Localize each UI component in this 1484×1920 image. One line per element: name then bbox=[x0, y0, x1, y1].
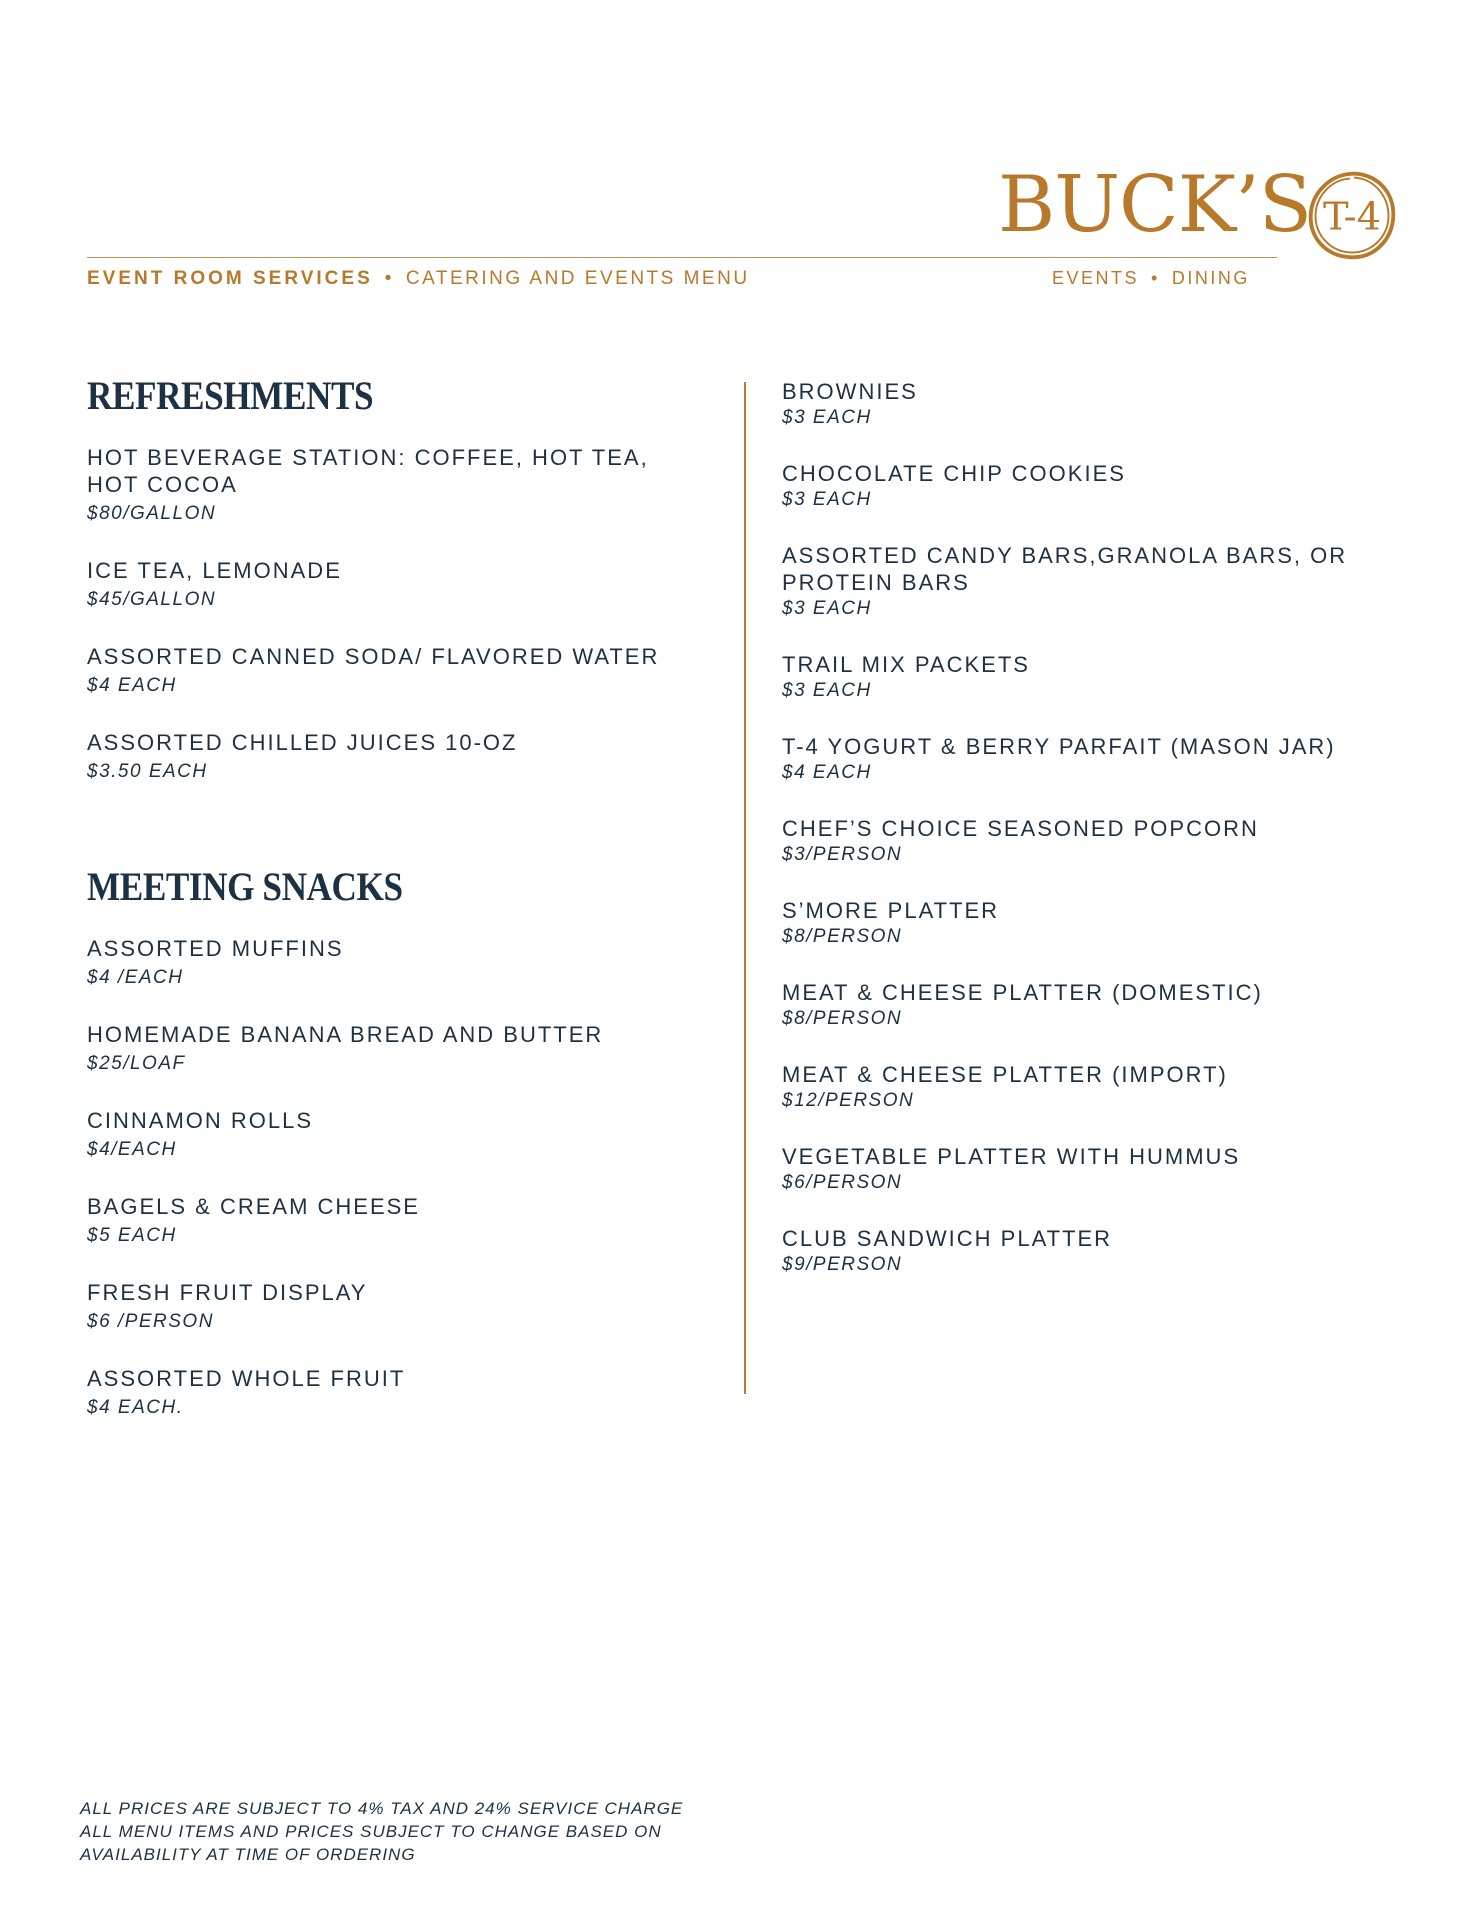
tagline-events: EVENTS bbox=[1052, 268, 1140, 288]
menu-column-right bbox=[782, 378, 1422, 1307]
menu-item bbox=[87, 1107, 687, 1163]
item-name: ICE TEA, LEMONADE bbox=[87, 558, 342, 583]
column-divider bbox=[744, 382, 746, 1394]
item-price: $4 /EACH bbox=[87, 967, 184, 988]
item-name: CLUB SANDWICH PLATTER bbox=[782, 1226, 1113, 1251]
menu-label: CATERING AND EVENTS MENU bbox=[405, 268, 750, 289]
menu-column-left bbox=[87, 373, 687, 1451]
item-name: HOT BEVERAGE STATION: COFFEE, HOT TEA, HOT COCOA bbox=[87, 445, 649, 497]
item-name: MEAT & CHEESE PLATTER (IMPORT) bbox=[782, 1062, 1228, 1087]
item-price: $3 EACH bbox=[782, 680, 872, 701]
brand-tagline bbox=[1052, 268, 1250, 289]
item-name: ASSORTED MUFFINS bbox=[87, 936, 344, 961]
item-name: T-4 YOGURT & BERRY PARFAIT (MASON JAR) bbox=[782, 734, 1336, 759]
menu-item bbox=[782, 733, 1422, 786]
item-name: ASSORTED CHILLED JUICES 10-OZ bbox=[87, 730, 518, 755]
menu-item bbox=[782, 1061, 1422, 1114]
item-price: $8/PERSON bbox=[782, 926, 903, 947]
menu-item bbox=[87, 729, 687, 785]
item-price: $25/LOAF bbox=[87, 1053, 186, 1074]
tagline-dining: DINING bbox=[1171, 268, 1250, 288]
brand-seal-logo bbox=[1304, 168, 1400, 264]
item-name: HOMEMADE BANANA BREAD AND BUTTER bbox=[87, 1022, 604, 1047]
menu-item bbox=[782, 979, 1422, 1032]
menu-item bbox=[782, 1225, 1422, 1278]
item-price: $3 EACH bbox=[782, 489, 872, 510]
item-name: FRESH FRUIT DISPLAY bbox=[87, 1280, 368, 1305]
item-price: $45/GALLON bbox=[87, 589, 217, 610]
item-price: $80/GALLON bbox=[87, 503, 217, 524]
menu-item bbox=[87, 643, 687, 699]
section-title-refreshments: REFRESHMENTS bbox=[87, 373, 374, 418]
header-breadcrumb bbox=[87, 268, 750, 290]
item-price: $4 EACH. bbox=[87, 1397, 184, 1418]
menu-item bbox=[782, 542, 1422, 622]
header-rule bbox=[87, 257, 1277, 258]
item-price: $3.50 EACH bbox=[87, 761, 208, 782]
menu-item bbox=[87, 1365, 687, 1421]
item-price: $3/PERSON bbox=[782, 844, 903, 865]
section-title-meeting-snacks: MEETING SNACKS bbox=[87, 864, 403, 909]
item-name: BROWNIES bbox=[782, 379, 918, 404]
item-name: VEGETABLE PLATTER WITH HUMMUS bbox=[782, 1144, 1241, 1169]
item-name: S’MORE PLATTER bbox=[782, 898, 1000, 923]
item-price: $6/PERSON bbox=[782, 1172, 903, 1193]
item-price: $8/PERSON bbox=[782, 1008, 903, 1029]
menu-item bbox=[782, 1143, 1422, 1196]
menu-item bbox=[87, 1021, 687, 1077]
menu-item bbox=[782, 897, 1422, 950]
brand-logo-text: BUCK’S bbox=[998, 160, 1312, 250]
item-name: MEAT & CHEESE PLATTER (DOMESTIC) bbox=[782, 980, 1263, 1005]
tagline-dot: • bbox=[1151, 268, 1160, 288]
item-price: $3 EACH bbox=[782, 598, 872, 619]
item-name: ASSORTED CANDY BARS,GRANOLA BARS, OR PROTEIN BARS bbox=[782, 543, 1348, 595]
item-name: CHOCOLATE CHIP COOKIES bbox=[782, 461, 1126, 486]
item-price: $5 EACH bbox=[87, 1225, 177, 1246]
item-name: BAGELS & CREAM CHEESE bbox=[87, 1194, 420, 1219]
item-name: ASSORTED WHOLE FRUIT bbox=[87, 1366, 406, 1391]
separator-dot: • bbox=[384, 268, 394, 289]
menu-item bbox=[782, 651, 1422, 704]
menu-item bbox=[782, 378, 1422, 431]
menu-item bbox=[87, 1279, 687, 1335]
menu-item bbox=[782, 815, 1422, 868]
item-price: $4/EACH bbox=[87, 1139, 177, 1160]
service-label: EVENT ROOM SERVICES bbox=[87, 268, 373, 289]
menu-item bbox=[87, 557, 687, 613]
item-price: $4 EACH bbox=[87, 675, 177, 696]
item-price: $9/PERSON bbox=[782, 1254, 903, 1275]
seal-text: T-4 bbox=[1322, 194, 1382, 240]
item-name: ASSORTED CANNED SODA/ FLAVORED WATER bbox=[87, 644, 660, 669]
item-price: $6 /PERSON bbox=[87, 1311, 214, 1332]
item-price: $4 EACH bbox=[782, 762, 872, 783]
menu-item bbox=[87, 444, 687, 527]
item-name: CINNAMON ROLLS bbox=[87, 1108, 314, 1133]
item-name: TRAIL MIX PACKETS bbox=[782, 652, 1030, 677]
menu-item bbox=[87, 935, 687, 991]
pricing-footnote: ALL PRICES ARE SUBJECT TO 4% TAX AND 24% SERVICE CHARGE ALL MENU ITEMS AND PRICES SUBJECT TO CHANGE BASED ON AVAILABILITY AT TIME OF ORDERING bbox=[80, 1799, 684, 1864]
item-name: CHEF’S CHOICE SEASONED POPCORN bbox=[782, 816, 1259, 841]
item-price: $3 EACH bbox=[782, 407, 872, 428]
menu-item bbox=[782, 460, 1422, 513]
menu-item bbox=[87, 1193, 687, 1249]
item-price: $12/PERSON bbox=[782, 1090, 915, 1111]
